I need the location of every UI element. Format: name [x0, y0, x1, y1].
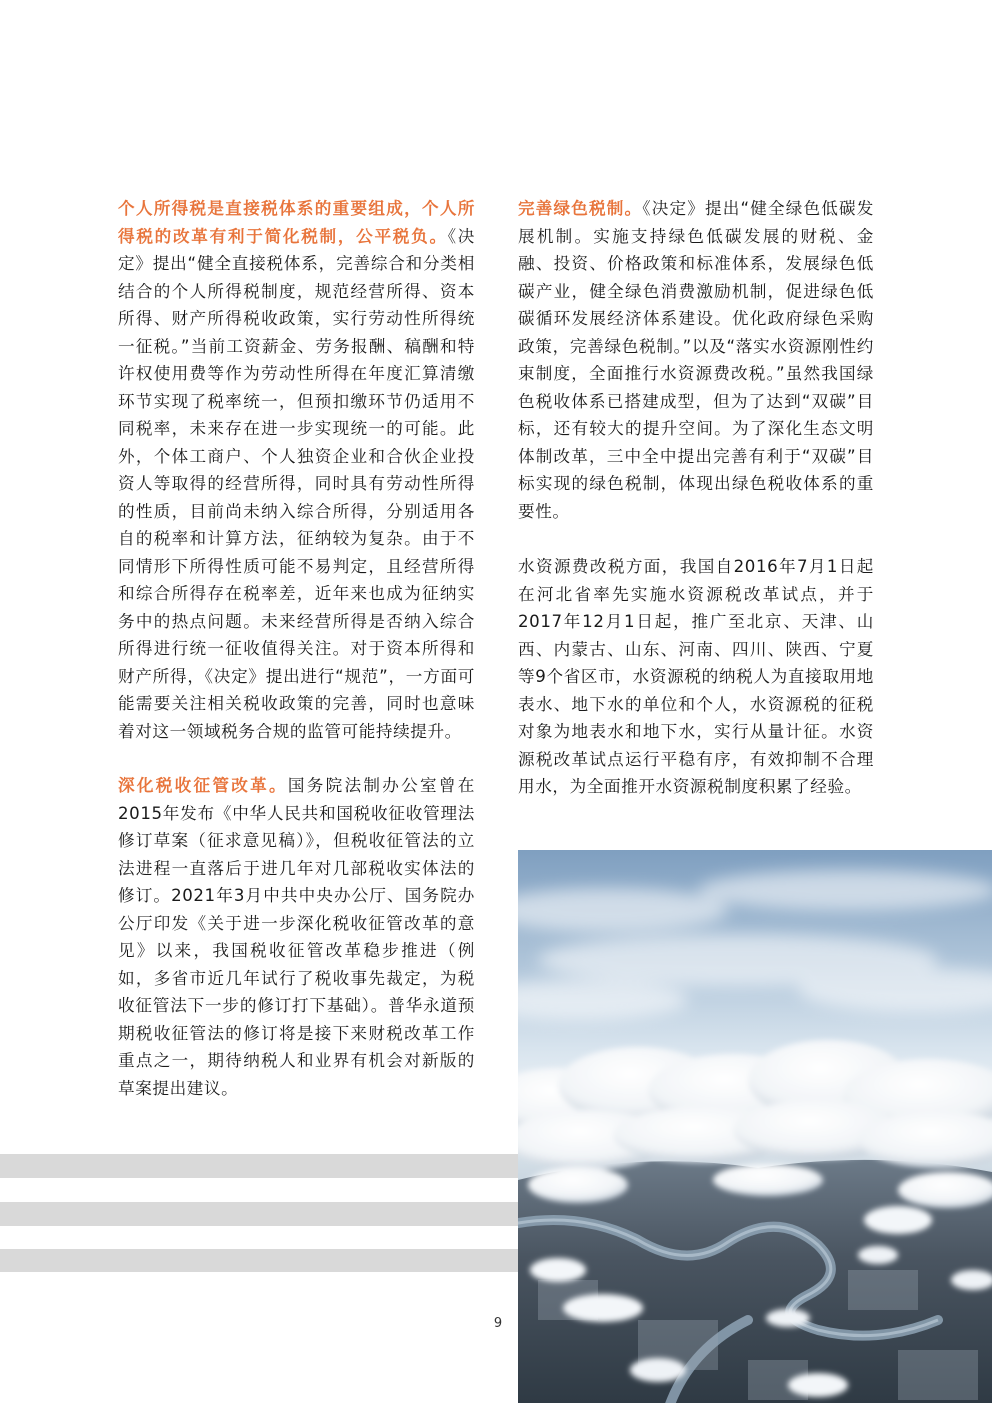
paragraph-body: 国务院法制办公室曾在2015年发布《中华人民共和国税收征收管理法修订草案（征求意见稿）》，但税收征管法的立法进程一直落后于进几年对几部税收实体法的修订。2021年3月中共中央办公厅、国务院办公厅印发《关于进一步深化税收征管改革的意见》以来，我国税收征管改革稳步推进（例如，多省市近几年试行了税收事先裁定，为税收征管法下一步的修订打下基础）。普华永道预期税收征管法的修订将是接下来财税改革工作重点之一，期待纳税人和业界有机会对新版的草案提出建议。 — [118, 776, 475, 1098]
decorative-stripe — [0, 1202, 518, 1226]
paragraph-body: 《决定》提出“健全绿色低碳发展机制。实施支持绿色低碳发展的财税、金融、投资、价格政策和标准体系，发展绿色低碳产业，健全绿色消费激励机制，促进绿色低碳循环发展经济体系建设。优化政府绿色采购政策，完善绿色税制。”以及“落实水资源刚性约束制度，全面推行水资源费改税。”虽然我国绿色税收体系已搭建成型，但为了达到“双碳”目标，还有较大的提升空间。为了深化生态文明体制改革，三中全中提出完善有利于“双碳”目标实现的绿色税制，体现出绿色税收体系的重要性。 — [518, 199, 875, 521]
right-column — [518, 195, 874, 801]
left-column — [118, 195, 475, 1102]
decorative-stripe — [0, 1154, 518, 1178]
paragraph-body: 《决定》提出“健全直接税体系，完善综合和分类相结合的个人所得税制度，规范经营所得、资本所得、财产所得税收政策，实行劳动性所得统一征税。”当前工资薪金、劳务报酬、稿酬和特许权使用费等作为劳动性所得在年度汇算清缴环节实现了税率统一，但预扣缴环节仍适用不同税率，未来存在进一步实现统一的可能。此外，个体工商户、个人独资企业和合伙企业投资人等取得的经营所得，同时具有劳动性所得的性质，目前尚未纳入综合所得，分别适用各自的税率和计算方法，征纳较为复杂。由于不同情形下所得性质可能不易判定，且经营所得和综合所得存在税率差，近年来也成为征纳实务中的热点问题。未来经营所得是否纳入综合所得进行统一征收值得关注。对于资本所得和财产所得，《决定》提出进行“规范”，一方面可能需要关注相关税收政策的完善，同时也意味着对这一领域税务合规的监管可能持续提升。 — [118, 226, 475, 741]
paragraph-lead-heading: 深化税收征管改革。 — [118, 776, 288, 795]
paragraph-individual-income-tax — [118, 195, 475, 745]
paragraph-lead-heading: 完善绿色税制。 — [518, 199, 643, 218]
aerial-clouds-photo — [518, 850, 992, 1403]
paragraph-lead-heading: 个人所得税是直接税体系的重要组成，个人所得税的改革有利于简化税制，公平税负。 — [118, 199, 475, 246]
paragraph-body: 水资源费改税方面，我国自2016年7月1日起在河北省率先实施水资源税改革试点，并于2017年12月1日起，推广至北京、天津、山西、内蒙古、山东、河南、四川、陕西、宁夏等9个省区市，水资源税的纳税人为直接取用地表水、地下水的单位和个人，水资源税的征税对象为地表水和地下水，实行从量计征。水资源税改革试点运行平稳有序，有效抑制不合理用水，为全面推开水资源税制度积累了经验。 — [518, 557, 874, 796]
paragraph-tax-administration — [118, 772, 475, 1102]
paragraph-green-tax — [518, 195, 874, 525]
page-number: 9 — [493, 1316, 503, 1331]
paragraph-water-resource-tax — [518, 553, 874, 801]
decorative-stripe — [0, 1249, 518, 1272]
